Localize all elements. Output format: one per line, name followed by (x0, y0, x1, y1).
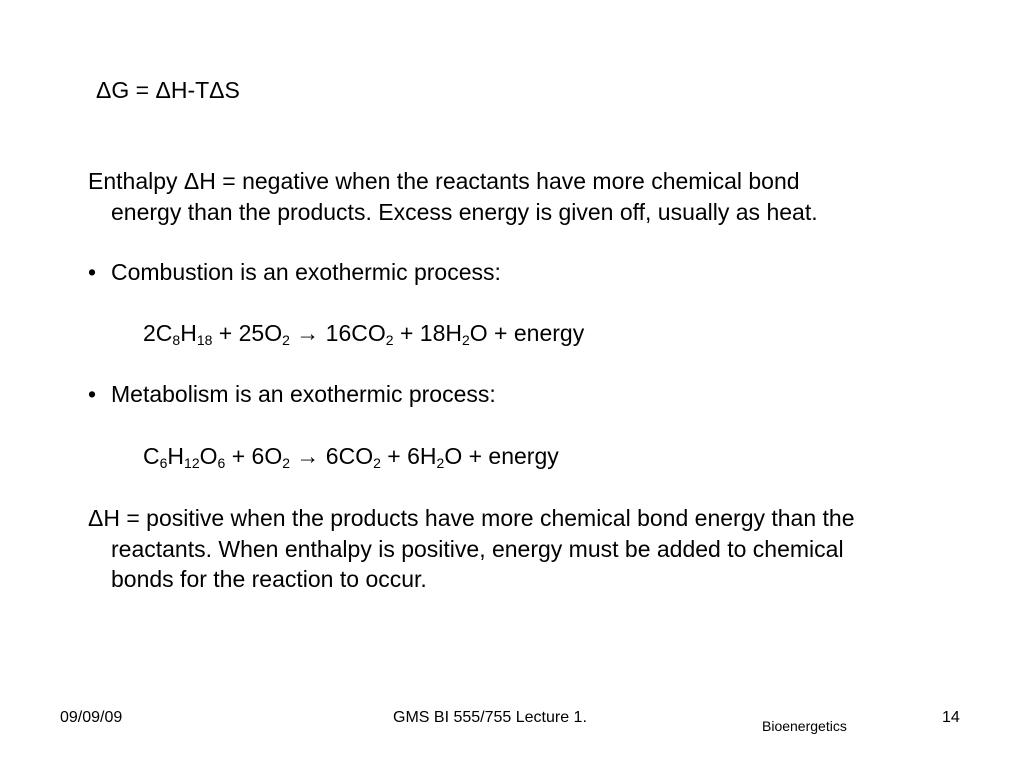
bullet-metabolism-text: Metabolism is an exothermic process: (111, 381, 496, 407)
subscript: 12 (184, 455, 200, 471)
footer-topic: Bioenergetics (762, 718, 847, 734)
bullet-marker-metabolism: • (88, 381, 97, 407)
combustion-equation: $2C_8H_{18} + 25O_2 \to 16CO_2 + 18H_2O$ + energy (143, 320, 585, 348)
subscript: 6 (217, 455, 226, 471)
bullet-combustion-text: Combustion is an exothermic process: (111, 259, 501, 285)
subscript: 2 (461, 332, 470, 348)
subscript: 2 (385, 332, 394, 348)
metabolism-equation: $C_6H_{12}O_6 + 6O_2 \to 6CO_2 + 6H_2O$ + energy (143, 443, 559, 471)
footer-page-number: 14 (942, 709, 960, 726)
enthalpy-positive-line-3: bonds for the reaction to occur. (111, 566, 427, 592)
enthalpy-positive-line-2: reactants. When enthalpy is positive, energy must be added to chemical (111, 536, 844, 562)
enthalpy-negative-line-2: energy than the products. Excess energy is given off, usually as heat. (111, 199, 818, 225)
subscript: 6 (159, 455, 168, 471)
footer-course: GMS BI 555/755 Lecture 1. (393, 709, 587, 726)
subscript: 8 (172, 332, 181, 348)
bullet-marker-combustion: • (88, 259, 97, 285)
subscript: 18 (196, 332, 213, 348)
enthalpy-positive-line-1: ΔH = positive when the products have more chemical bond energy than the (88, 505, 855, 531)
gibbs-equation: ΔG = ΔH-TΔS (96, 77, 240, 103)
subscript: 2 (373, 455, 381, 471)
footer-date: 09/09/09 (60, 709, 123, 726)
enthalpy-negative-line-1: Enthalpy ΔH = negative when the reactants have more chemical bond (88, 168, 800, 194)
subscript: 2 (282, 455, 291, 471)
subscript: 2 (282, 332, 290, 348)
subscript: 2 (436, 455, 445, 471)
